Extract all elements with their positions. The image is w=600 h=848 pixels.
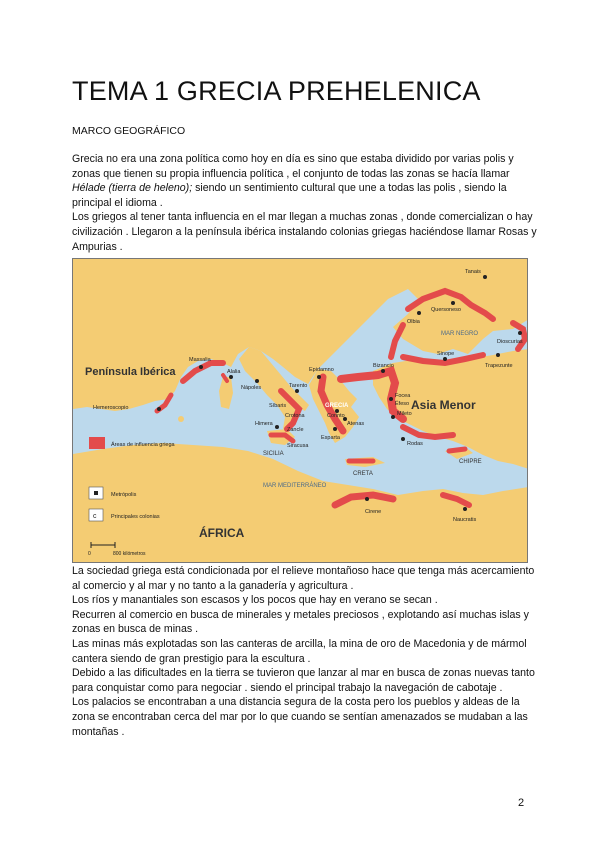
map-svg — [73, 259, 528, 563]
label-bizancio: Bizancio — [373, 363, 394, 369]
influence-cyprus — [449, 449, 465, 451]
marker-dioscurias — [518, 331, 522, 335]
marker-quersoneso — [451, 301, 455, 305]
label-siracusa: Siracusa — [287, 443, 309, 449]
label-atenas: Atenas — [347, 421, 365, 427]
label-focea: Focea — [395, 393, 411, 399]
marker-mileto — [391, 415, 395, 419]
label-chipre: CHIPRE — [459, 459, 482, 465]
body-paragraph: Recurren al comercio en busca de minerales y metales preciosos , explotando así muchas islas y zonas en busca de minas . — [72, 608, 529, 636]
page-title: TEMA 1 GRECIA PREHELENICA — [72, 76, 481, 106]
label-grecia: GRECIA — [325, 403, 349, 409]
label-hemeroscopio: Hemeroscopio — [93, 405, 129, 411]
label-creta: CRETA — [353, 471, 373, 477]
greek-colonization-map — [72, 258, 528, 563]
label-tanais: Tanais — [465, 269, 481, 275]
marker-tanais — [483, 275, 487, 279]
balearic-island — [178, 416, 184, 422]
body-paragraph: Los palacios se encontraban a una distancia segura de la costa pero los pueblos y aldeas de la zona se encontraban cerca del mar por lo que cuando se sentían amenazados se mudaban a las montañas . — [72, 696, 528, 738]
label-zancle: Zancle — [287, 427, 304, 433]
label-asia-minor: Asia Menor — [411, 398, 476, 412]
label-iberia: Península Ibérica — [85, 366, 176, 378]
page-number: 2 — [518, 797, 525, 809]
label-rodas: Rodas — [407, 441, 423, 447]
label-africa: ÁFRICA — [199, 526, 245, 540]
marker-esparta — [333, 427, 337, 431]
intro-paragraph-2: Los griegos al tener tanta influencia en el mar llegan a muchas zonas , donde comercializan o hay civilización . Llegaron a la península ibérica instalando colonias griegas haciéndose llamar Rosas y Ampurias . — [72, 211, 537, 253]
intro-p1-end: siendo un sentimiento cultural que une a todas las polis , siendo la principal el idioma . — [72, 182, 507, 209]
intro-p1-italic: Hélade (tierra de heleno); — [72, 182, 193, 195]
label-napoles: Nápoles — [241, 385, 262, 391]
marker-trapezunte — [496, 353, 500, 357]
label-sibaris: Síbaris — [269, 403, 287, 409]
label-corinto: Corinto — [327, 413, 345, 419]
marker-bizancio — [381, 369, 385, 373]
label-sinope: Sinope — [437, 351, 455, 357]
label-alalia: Alalia — [227, 369, 241, 375]
marker-tarento — [295, 389, 299, 393]
body-paragraph: Debido a las dificultades en la tierra se tuvieron que lanzar al mar en busca de zonas nuevas tanto para conquistar como para negociar . siendo el principal trabajo la navegación de cabotaje . — [72, 667, 535, 694]
label-olbia: Olbia — [407, 319, 420, 325]
legend-label-metropolis: Metrópolis — [111, 492, 137, 498]
label-esparta: Esparta — [321, 435, 340, 441]
label-tarento: Tarento — [289, 383, 308, 389]
label-crotona: Crotona — [285, 413, 305, 419]
marker-himera — [275, 425, 279, 429]
label-massalia: Massalia — [189, 357, 211, 363]
marker-sinope — [443, 357, 447, 361]
label-quersoneso: Quersoneso — [431, 307, 461, 313]
legend-label-areas: Áreas de influencia griega — [111, 442, 175, 448]
marker-rodas — [401, 437, 405, 441]
label-epidamno: Epidamno — [309, 367, 334, 373]
legend-swatch-areas — [89, 437, 105, 449]
marker-alalia — [229, 375, 233, 379]
scale-zero: 0 — [88, 551, 91, 557]
label-mediterraneo: MAR MEDITERRÁNEO — [263, 483, 327, 489]
intro-p1-start: Grecia no era una zona política como hoy en día es sino que estaba dividido por varias polis y zonas que tienen su propia influencia política , el conjunto de todas las zonas se hacía llamar — [72, 153, 514, 180]
legend-colonia-symbol: c — [93, 513, 97, 520]
scale-distance: 800 kilómetros — [113, 551, 146, 557]
label-mar-negro: MAR NEGRO — [441, 331, 479, 337]
section-heading: MARCO GEOGRÁFICO — [72, 125, 186, 137]
label-himera: Himera — [255, 421, 273, 427]
label-mileto: Mileto — [397, 411, 412, 417]
marker-epidamno — [317, 375, 321, 379]
legend-label-colonias: Principales colonias — [111, 514, 160, 520]
marker-olbia — [417, 311, 421, 315]
label-sicilia: SICILIA — [263, 451, 284, 457]
label-naucratis: Naucratis — [453, 517, 477, 523]
marker-hemeroscopio — [157, 407, 161, 411]
label-efeso: Éfeso — [395, 401, 410, 407]
marker-massalia — [199, 365, 203, 369]
body-paragraph: Los ríos y manantiales son escasos y los pocos que hay en verano se secan . — [72, 594, 438, 607]
label-cirene: Cirene — [365, 509, 382, 515]
intro-paragraph-1 — [72, 152, 542, 210]
marker-naucratis — [463, 507, 467, 511]
body-paragraph: Las minas más explotadas son las canteras de arcilla, la mina de oro de Macedonia y de mármol cantera siendo de gran prestigio para la escultura . — [72, 637, 527, 665]
marker-focea — [389, 397, 393, 401]
marker-cirene — [365, 497, 369, 501]
label-dioscurias: Dioscurias — [497, 339, 523, 345]
body-text — [72, 564, 542, 739]
marker-napoles — [255, 379, 259, 383]
label-trapezunte: Trapezunte — [485, 363, 513, 369]
body-paragraph: La sociedad griega está condicionada por el relieve montañoso hace que tenga más acercamiento al comercio y al mar y no tanto a la ganadería y agricultura . — [72, 565, 535, 592]
intro-text — [72, 152, 542, 254]
legend-square-icon — [94, 491, 98, 495]
